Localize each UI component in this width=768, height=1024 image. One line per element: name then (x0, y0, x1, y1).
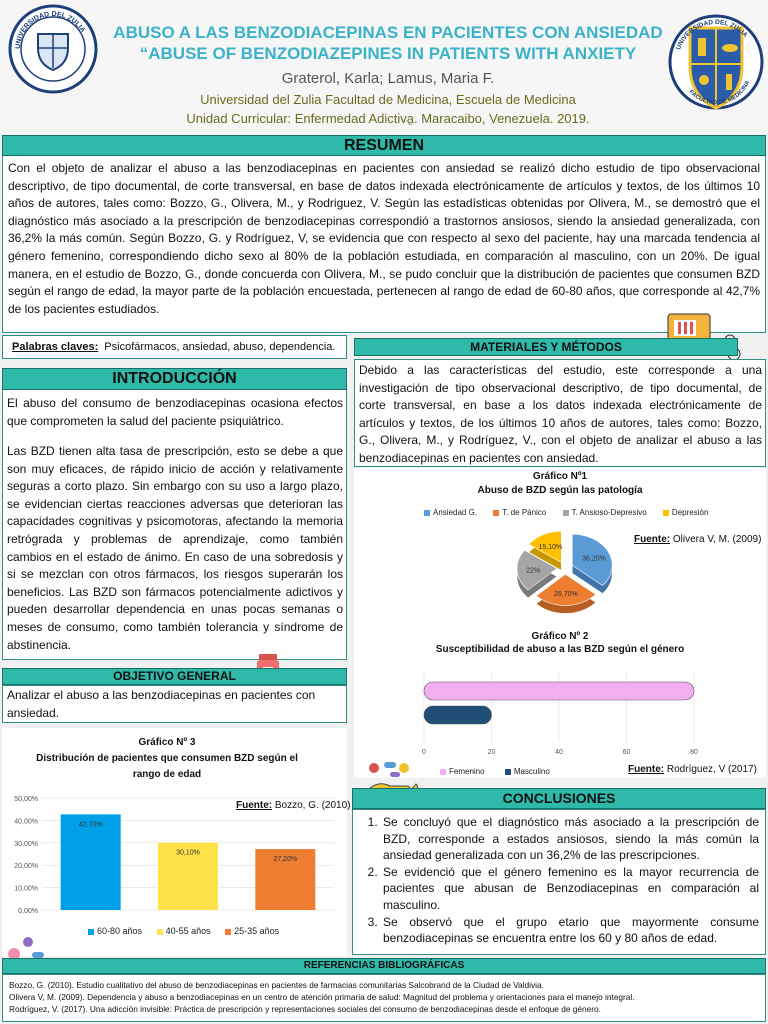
objetivo-body: Analizar el abuso a las benzodiacepinas en pacientes con ansiedad. (7, 688, 316, 720)
legend-40-55: 40-55 años (157, 926, 211, 936)
pie-data-label: 15,10% (538, 543, 563, 551)
reference-item: Rodríguez, V. (2017). Una adicción invisible: Práctica de prescripción y representaciones sociales del consumo de benzodiacepinas desde el enfoque de género. (9, 1004, 601, 1014)
legend-ansioso-depresivo: T. Ansioso-Depresivo (563, 508, 647, 517)
chart2-tick-label: 60 (622, 749, 631, 756)
conclusion-item: 3. Se observó que el grupo etario que mayormente consume benzodiacepinas se encuentra entre los 60 y 80 años de edad. (381, 914, 759, 947)
chart2-source-label: Fuente: (628, 764, 665, 775)
legend-panico: T. de Pánico (493, 508, 546, 517)
conclusion-item: 1. Se concluyó que el diagnóstico más asociado a la prescripción de BZD, corresponde a estados ansiosos, siendo la más común la ansiedad generalizada con un 36,2% de las prescripciones. (381, 814, 759, 864)
chart3-tick-label: 40,00% (14, 818, 38, 826)
chart1-source-label: Fuente: (634, 534, 671, 545)
chart2-source (628, 764, 757, 775)
pie-data-label: 36,20% (582, 555, 606, 563)
chart2-title: Gráfico Nº 2 (531, 631, 589, 642)
chart3-bar (61, 814, 121, 910)
chart2-source-text: Rodríguez, V (2017) (666, 764, 757, 775)
resumen-body: Con el objeto de analizar el abuso a las benzodiacepinas en pacientes con ansiedad se realizó dicho estudio de tipo observacional descriptivo, de tipo documental, de corte transversal, en base de datos indexada electrónicamente de artículos y textos, de los últimos 10 años de autores, tales como: Bozzo, G., Olivera, M., y Rodriguez, V. Según las estadísticas obtenidas por Olivera, M., se demostró que el diagnóstico más asociado a la prescripción de benzodiacepinas correspondió a trastornos ansiosos, siendo la ansiedad generalizada, con 36,2% la más común. Según Bozzo, G. y Rodríguez, V, se evidencia que con respecto al sexo del paciente, hay una marcada tendencia al género femenino, correspondiendo dicho sexo al 80% de la población estudiada, en comparación al masculino, con un 20%. De igual manera, en el estudio de Bozzo, G., donde concuerda con Olivera, M., se pudo concluir que la distribución de pacientes que consumen BZD según el rango de edad, la mayor parte de la población encuestada, pertenecen al rango de edad de 60-80 años, que corresponde al 42,7% de los pacientes estudiados. (8, 161, 760, 316)
poster-title-es: ABUSO A LAS BENZODIACEPINAS EN PACIENTES CON ANSIEDAD (113, 23, 663, 42)
chart3-subtitle-1: Distribución de pacientes que consumen BZD según el (36, 753, 298, 764)
chart3-tick-label: 10,00% (14, 885, 38, 893)
intro-p2: Las BZD tienen alta tasa de prescripción, esto se debe a que son muy eficaces, de rápido inicio de acción y relativamente seguras a corto plazo. Sin embargo con su uso a largo plazo, se evidencian ciertas reacciones adversas que deterioran las capacidades cognitivas y psicomotoras, afectando la memoria retrógrada y problemas de aprendizaje, como también cambios en el estado de ánimo. En caso de una sobredosis y si se mezclan con otros fármacos, los riesgos superarán los beneficios. Las BZD son fármacos potencialmente adictivos y pueden desarrollar dependencia en unas pocas semanas o meses de consumo, como también tolerancia y síndrome de abstinencia. (7, 444, 343, 652)
referencias-box (2, 974, 766, 1022)
keywords-box (2, 335, 347, 359)
chart3-tick-label: 0,00% (18, 908, 38, 915)
chart3-tick-label: 30,00% (14, 840, 38, 848)
chart2-tick-label: 80 (690, 749, 698, 756)
referencias-heading: REFERENCIAS BIBLIOGRÁFICAS (2, 958, 766, 974)
chart1-pie (480, 520, 650, 630)
authors: Graterol, Karla; Lamus, Maria F. (281, 70, 495, 87)
keywords-text: Psicofármacos, ansiedad, abuso, dependencia. (104, 341, 336, 353)
chart2-bars (410, 668, 710, 760)
chart1-source (634, 534, 761, 545)
keywords-label: Palabras claves: (12, 341, 99, 353)
chart3-title: Gráfico Nº 3 (138, 737, 196, 748)
chart2-subtitle: Susceptibilidad de abuso a las BZD según el género (435, 644, 685, 655)
chart3-source-text: Bozzo, G. (2010) (274, 800, 351, 811)
resumen-heading: RESUMEN (2, 135, 766, 156)
legend-masculino: Masculino (505, 767, 550, 776)
right-logo-text: UNIVERSIDAD DEL ZULIA (675, 18, 749, 51)
faculty-shield-right-logo (668, 2, 764, 128)
legend-25-35: 25-35 años (225, 926, 279, 936)
materiales-heading: MATERIALES Y MÉTODOS (354, 338, 738, 356)
chart1-subtitle: Abuso de BZD según las patología (477, 485, 643, 496)
legend-ansiedad: Ansiedad G. (424, 508, 477, 517)
chart2-legend (440, 767, 550, 776)
chart2-tick-label: 40 (555, 749, 563, 756)
chart1-legend (424, 508, 708, 517)
chart2-tick-label: 20 (487, 749, 496, 756)
intro-heading: INTRODUCCIÓN (2, 368, 347, 390)
legend-femenino: Femenino (440, 767, 485, 776)
pie-data-label: 26,70% (554, 590, 578, 598)
pie-data-label: 22% (526, 567, 541, 575)
chart2-bar-masculino (424, 706, 492, 724)
materiales-body: Debido a las características del estudio, este corresponde a una investigación de tipo observacional descriptivo, de tipo documental, de corte transversal, en base a los datos indexada electrónicamente de artículos y textos, de los últimos 10 años de autores, tales como: Bozzo, G., Olivera, M., y Rodríguez, V., con el objeto de analizar el abuso a las benzodiacepinas en pacientes con ansiedad. (359, 363, 762, 465)
chart1-title: Gráfico Nº1 (532, 471, 588, 482)
intro-p1: El abuso del consumo de benzodiacepinas ocasiona efectos que comprometen la salud del paciente psiquiátrico. (7, 396, 343, 428)
chart2-bar-femenino (424, 682, 694, 700)
legend-depresion: Depresión (663, 508, 708, 517)
conclusiones-heading: CONCLUSIONES (352, 788, 766, 809)
chart3-legend (88, 926, 279, 936)
chart3-source (236, 800, 350, 811)
conclusiones-list (357, 814, 759, 947)
chart2-tick-label: 0 (422, 749, 426, 756)
chart3-data-label: 42,70% (78, 821, 103, 829)
reference-item: Bozzo, G. (2010). Estudio cualitativo del abuso de benzodiacepinas en pacientes de farmacias comunitarias Salcobrand de la Ciudad de Valdivia. (9, 980, 544, 990)
right-logo-bottom-text: FACULTAD DE MEDICINA (687, 79, 752, 107)
curricular-unit: Unidad Curricular: Enfermedad Adictiva̱. Maracaibo, Venezuela. 2019. (186, 111, 590, 126)
university-seal-left-logo (8, 4, 98, 94)
chart3-subtitle-2: rango de edad (132, 769, 202, 780)
reference-item: Olivera V, M. (2009). Dependencia y abuso a benzodiacepinas en un centro de atención primaria de salud: Magnitud del problema y orientaciones para el manejo integral. (9, 992, 635, 1002)
institution: Universidad del Zulia Facultad de Medicina, Escuela de Medicina (200, 92, 576, 107)
chart3-source-label: Fuente: (236, 800, 273, 811)
chart3-data-label: 27,20% (273, 856, 298, 864)
conclusion-item: 2. Se evidenció que el género femenino es la mayor recurrencia de pacientes que abusan de Benzodiacepinas en comparación al masculino. (381, 864, 759, 914)
left-logo-text: UNIVERSIDAD DEL ZULIA (14, 10, 87, 50)
chart1-source-text: Olivera V, M. (2009) (672, 534, 762, 545)
objetivo-heading: OBJETIVO GENERAL (2, 668, 347, 685)
chart3-tick-label: 50,00% (14, 796, 38, 803)
legend-60-80: 60-80 años (88, 926, 142, 936)
chart3-tick-label: 20,00% (14, 863, 38, 871)
conclusiones-box (352, 809, 766, 955)
poster-title-en: “ABUSE OF BENZODIAZEPINES IN PATIENTS WITH ANXIETY (139, 44, 637, 63)
chart3-data-label: 30,10% (176, 849, 200, 857)
